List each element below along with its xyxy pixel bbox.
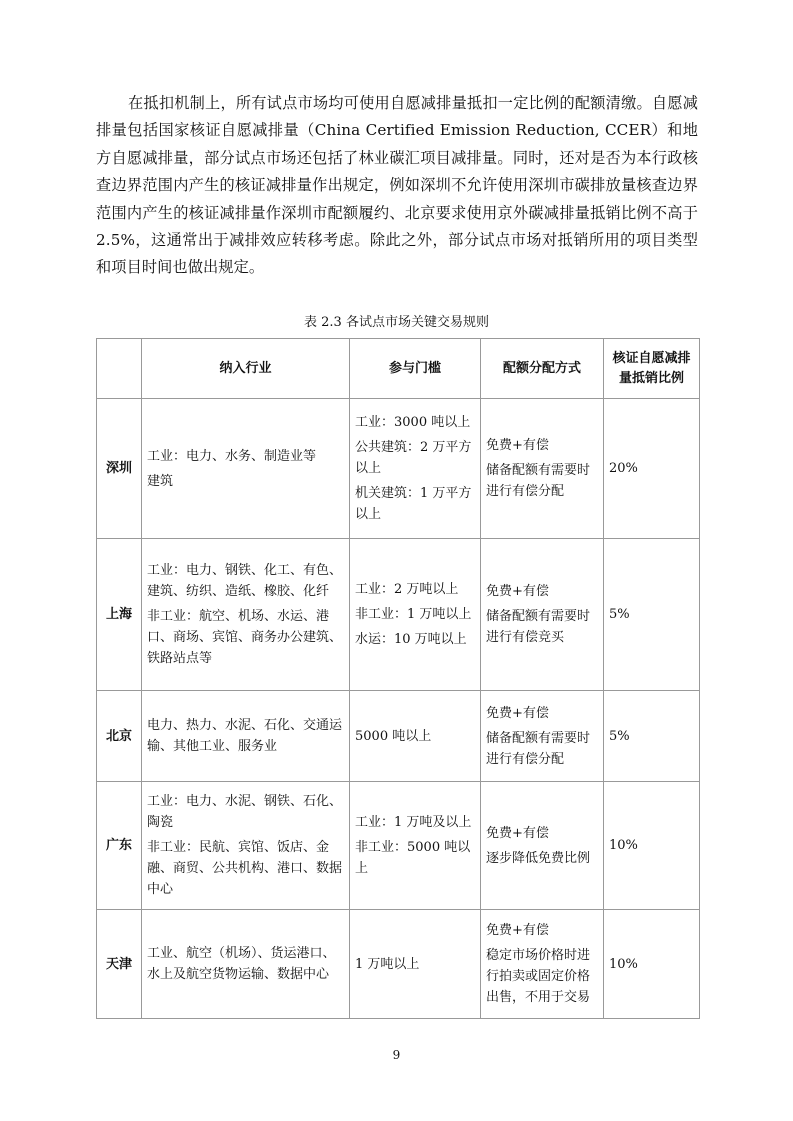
allocation-cell	[481, 691, 604, 782]
allocation-line: 稳定市场价格时进行拍卖或固定价格出售，不用于交易	[486, 948, 591, 1005]
allocation-line: 免费+有偿	[486, 825, 549, 841]
threshold-line: 非工业：1 万吨以上	[355, 607, 472, 622]
threshold-line: 5000 吨以上	[355, 728, 432, 744]
offset-ratio-cell: 10%	[604, 782, 700, 910]
industry-cell	[142, 539, 350, 691]
allocation-line: 储备配额有需要时进行有偿竞买	[486, 609, 591, 645]
table-row	[97, 691, 700, 782]
trading-rules-table	[96, 338, 700, 1019]
region-cell: 天津	[97, 910, 142, 1019]
allocation-line: 免费+有偿	[486, 438, 549, 453]
region-cell: 广东	[97, 782, 142, 910]
allocation-line: 免费+有偿	[486, 705, 549, 721]
region-cell: 北京	[97, 691, 142, 782]
body-paragraph: 在抵扣机制上，所有试点市场均可使用自愿减排量抵扣一定比例的配额清缴。自愿减排量包括国家核证自愿减排量（China Certified Emission Reduction, CCER）和地方自愿减排量，部分试点市场还包括了林业碳汇项目减排量。同时，还对是否为本行政核查边界范围内产生的核证减排量作出规定，例如深圳不允许使用深圳市碳排放量核查边界范围内产生的核证减排量作深圳市配额履约、北京要求使用京外碳减排量抵销比例不高于 2.5%，这通常出于减排效应转移考虑。除此之外，部分试点市场对抵销所用的项目类型和项目时间也做出规定。	[96, 94, 698, 277]
header-allocation: 配额分配方式	[481, 339, 604, 399]
header-offset-ratio: 核证自愿减排量抵销比例	[604, 339, 700, 399]
industry-line: 工业、航空（机场）、货运港口、水上及航空货物运输、数据中心	[147, 946, 336, 982]
allocation-line: 储备配额有需要时进行有偿分配	[486, 730, 591, 767]
allocation-line: 免费+有偿	[486, 923, 549, 938]
allocation-cell	[481, 782, 604, 910]
threshold-cell	[350, 910, 481, 1019]
industry-line: 工业：电力、水务、制造业等	[147, 448, 317, 464]
allocation-line: 储备配额有需要时进行有偿分配	[486, 463, 591, 499]
header-threshold: 参与门槛	[350, 339, 481, 399]
region-cell: 上海	[97, 539, 142, 691]
allocation-cell	[481, 399, 604, 539]
header-region	[97, 339, 142, 399]
allocation-cell	[481, 910, 604, 1019]
offset-ratio-cell: 5%	[604, 691, 700, 782]
industry-line: 非工业：民航、宾馆、饭店、金融、商贸、公共机构、港口、数据中心	[147, 840, 343, 897]
threshold-cell	[350, 539, 481, 691]
industry-line: 工业：电力、水泥、钢铁、石化、陶瓷	[147, 794, 343, 830]
threshold-cell	[350, 782, 481, 910]
industry-line: 工业：电力、钢铁、化工、有色、建筑、纺织、造纸、橡胶、化纤	[147, 563, 343, 599]
table-row	[97, 399, 700, 539]
threshold-line: 水运：10 万吨以上	[355, 632, 467, 647]
table-caption: 表 2.3 各试点市场关键交易规则	[304, 315, 489, 330]
industry-cell	[142, 399, 350, 539]
allocation-cell	[481, 539, 604, 691]
industry-line: 非工业：航空、机场、水运、港口、商场、宾馆、商务办公建筑、铁路站点等	[147, 609, 343, 666]
offset-ratio-cell: 10%	[604, 910, 700, 1019]
offset-ratio-cell: 20%	[604, 399, 700, 539]
threshold-line: 工业：3000 吨以上	[355, 415, 471, 430]
header-industry: 纳入行业	[142, 339, 350, 399]
industry-cell	[142, 782, 350, 910]
offset-ratio-cell: 5%	[604, 539, 700, 691]
page-number: 9	[392, 1048, 401, 1062]
threshold-line: 机关建筑：1 万平方以上	[355, 486, 472, 522]
industry-line: 电力、热力、水泥、石化、交通运输、其他工业、服务业	[147, 718, 343, 754]
threshold-cell	[350, 399, 481, 539]
industry-cell	[142, 910, 350, 1019]
allocation-line: 逐步降低免费比例	[486, 850, 591, 866]
threshold-line: 工业：2 万吨以上	[355, 582, 459, 597]
table-row	[97, 910, 700, 1019]
table-row	[97, 539, 700, 691]
table-header-row	[97, 339, 700, 399]
threshold-cell	[350, 691, 481, 782]
allocation-line: 免费+有偿	[486, 584, 549, 599]
industry-cell	[142, 691, 350, 782]
industry-line: 建筑	[147, 473, 174, 489]
threshold-line: 非工业：5000 吨以上	[355, 840, 471, 876]
threshold-line: 公共建筑：2 万平方以上	[355, 440, 472, 476]
region-cell: 深圳	[97, 399, 142, 539]
threshold-line: 1 万吨以上	[355, 956, 420, 972]
threshold-line: 工业：1 万吨及以上	[355, 815, 472, 830]
table-row	[97, 782, 700, 910]
